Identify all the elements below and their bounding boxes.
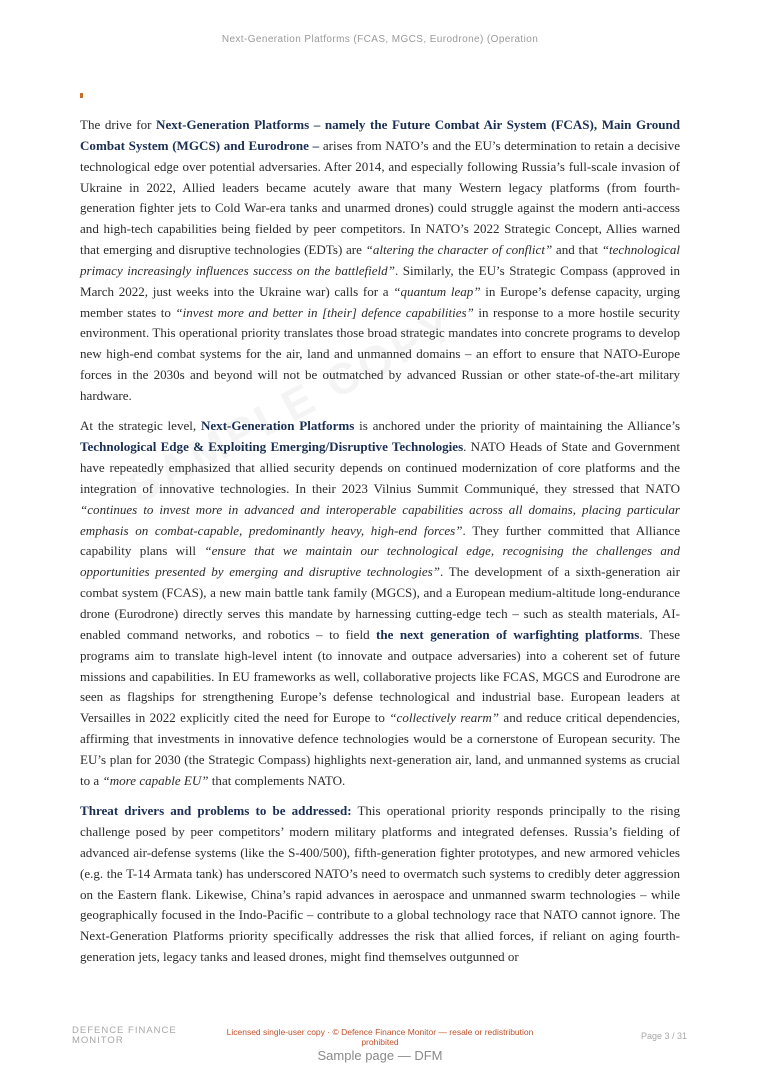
paragraph xyxy=(80,115,680,407)
paragraph xyxy=(80,416,680,791)
publisher-line: DEFENCE FINANCE xyxy=(72,1025,177,1036)
text-run: is anchored under the priority of maintaining the Alliance’s xyxy=(354,418,681,434)
text-run: . They further committed that Alliance capability plans will xyxy=(80,522,680,559)
publisher-logo xyxy=(72,1026,177,1045)
license-notice: Licensed single-user copy · © Defence Finance Monitor — resale or redistribution prohibited xyxy=(226,1027,534,1047)
text-run: This operational priority responds principally to the rising challenge posed by peer competitors’ modern military platforms and integrated defenses. Russia’s fielding of advanced air-defense systems (like the S-400/500), fifth-generation fighter prototypes, and new armored vehicles (e.g. the T-14 Armata tank) has underscored NATO’s need to overmatch such systems to credibly deter aggression on the Eastern flank. Likewise, China’s rapid advances in aerospace and unmanned swarm technologies – while geographically focused in the Indo-Pacific – contribute to a global technology race that NATO cannot ignore. The Next-Generation Platforms priority specifically addresses the risk that allied forces, if reliant on aging fourth-generation jets, legacy tanks and leased drones, might find themselves outgunned or xyxy=(80,803,680,965)
quoted-text: “continues to invest more in advanced and interoperable capabilities across all domains, placing particular emphasis on combat-capable, predominantly heavy, high-end forces” xyxy=(80,501,680,538)
page-number: Page 3 / 31 xyxy=(640,1031,687,1041)
quoted-text: “collectively rearm” xyxy=(389,710,500,726)
quoted-text: “more capable EU” xyxy=(102,772,209,788)
text-run: The drive for xyxy=(80,117,157,132)
section-marker xyxy=(80,93,83,98)
sample-label: Sample page — DFM xyxy=(317,1048,443,1063)
text-run: in Europe’s defense capacity, urging member states to xyxy=(80,283,680,320)
body-text xyxy=(80,115,680,978)
bold-text: the next generation of warfighting platforms xyxy=(376,626,640,642)
text-run: that complements NATO. xyxy=(208,772,346,788)
text-run: and reduce critical dependencies, affirming that investments in innovative defence technologies would be a cornerstone of European security. The EU’s plan for 2030 (the Strategic Compass) highlights next-generation air, land, and unmanned systems as crucial to a xyxy=(80,710,680,788)
text-run: . These programs aim to translate high-level intent (to innovate and outpace adversaries) into a coherent set of future missions and capabilities. In EU frameworks as well, collaborative projects like FCAS, MGCS and Eurodrone are seen as flagships for strengthening Europe’s defense technological and industrial base. European leaders at Versailles in 2022 explicitly cited the need for Europe to xyxy=(80,626,681,726)
quoted-text: “quantum leap” xyxy=(393,283,481,299)
bold-text: Technological Edge & Exploiting Emerging/Disruptive Technologies xyxy=(80,439,464,455)
text-run: in response to a more hostile security environment. This operational priority translates those broad strategic mandates into concrete programs to develop new high-end combat systems for the air, land and unmanned domains – an effort to ensure that NATO-Europe forces in the 2030s and beyond will not be outmatched by advanced Russian or other state-of-the-art military hardware. xyxy=(80,304,680,403)
bold-text: Next-Generation Platforms – namely the Future Combat Air System (FCAS), Main Ground Combat System (MGCS) and Eurodrone – xyxy=(80,117,680,153)
bold-text: Threat drivers and problems to be addressed: xyxy=(80,803,352,819)
text-run: and that xyxy=(552,242,602,258)
paragraph xyxy=(80,801,680,968)
bold-text: Next-Generation Platforms xyxy=(200,418,355,434)
quoted-text: “invest more and better in [their] defence capabilities” xyxy=(175,304,474,320)
quoted-text: “technological primacy increasingly influences success on the battlefield” xyxy=(80,242,680,278)
text-run: . The development of a sixth-generation air combat system (FCAS), a new main battle tank family (MGCS), and a European medium-altitude long-endurance drone (Eurodrone) directly serves this mandate by harnessing cutting-edge tech – such as stealth materials, AI-enabled command networks, and robotics – to field xyxy=(80,564,681,642)
quoted-text: “altering the character of conflict” xyxy=(365,242,553,258)
text-run: arises from NATO’s and the EU’s determination to retain a decisive technological edge over potential adversaries. After 2014, and especially following Russia’s full-scale invasion of Ukraine in 2022, Allied leaders became acutely aware that many Western legacy platforms (from fourth-generation fighter jets to Cold War-era tanks and unarmed drones) could struggle against the modern anti-access and high-tech capabilities being fielded by peer competitors. In NATO’s 2022 Strategic Concept, Allies warned that emerging and disruptive technologies (EDTs) are xyxy=(80,137,680,258)
quoted-text: “ensure that we maintain our technological edge, recognising the challenges and opportunities presented by emerging and disruptive technologies” xyxy=(80,543,680,580)
publisher-line: MONITOR xyxy=(72,1034,124,1046)
text-run: . Similarly, the EU’s Strategic Compass (approved in March 2022, just weeks into the Ukraine war) calls for a xyxy=(80,262,680,299)
text-run: . NATO Heads of State and Government have repeatedly emphasized that allied security depends on continued modernization of core platforms and the integration of innovative technologies. In their 2023 Vilnius Summit Communiqué, they stressed that NATO xyxy=(80,439,681,496)
running-header: Next-Generation Platforms (FCAS, MGCS, Eurodrone) (Operation xyxy=(221,34,539,45)
text-run: At the strategic level, xyxy=(80,418,201,434)
